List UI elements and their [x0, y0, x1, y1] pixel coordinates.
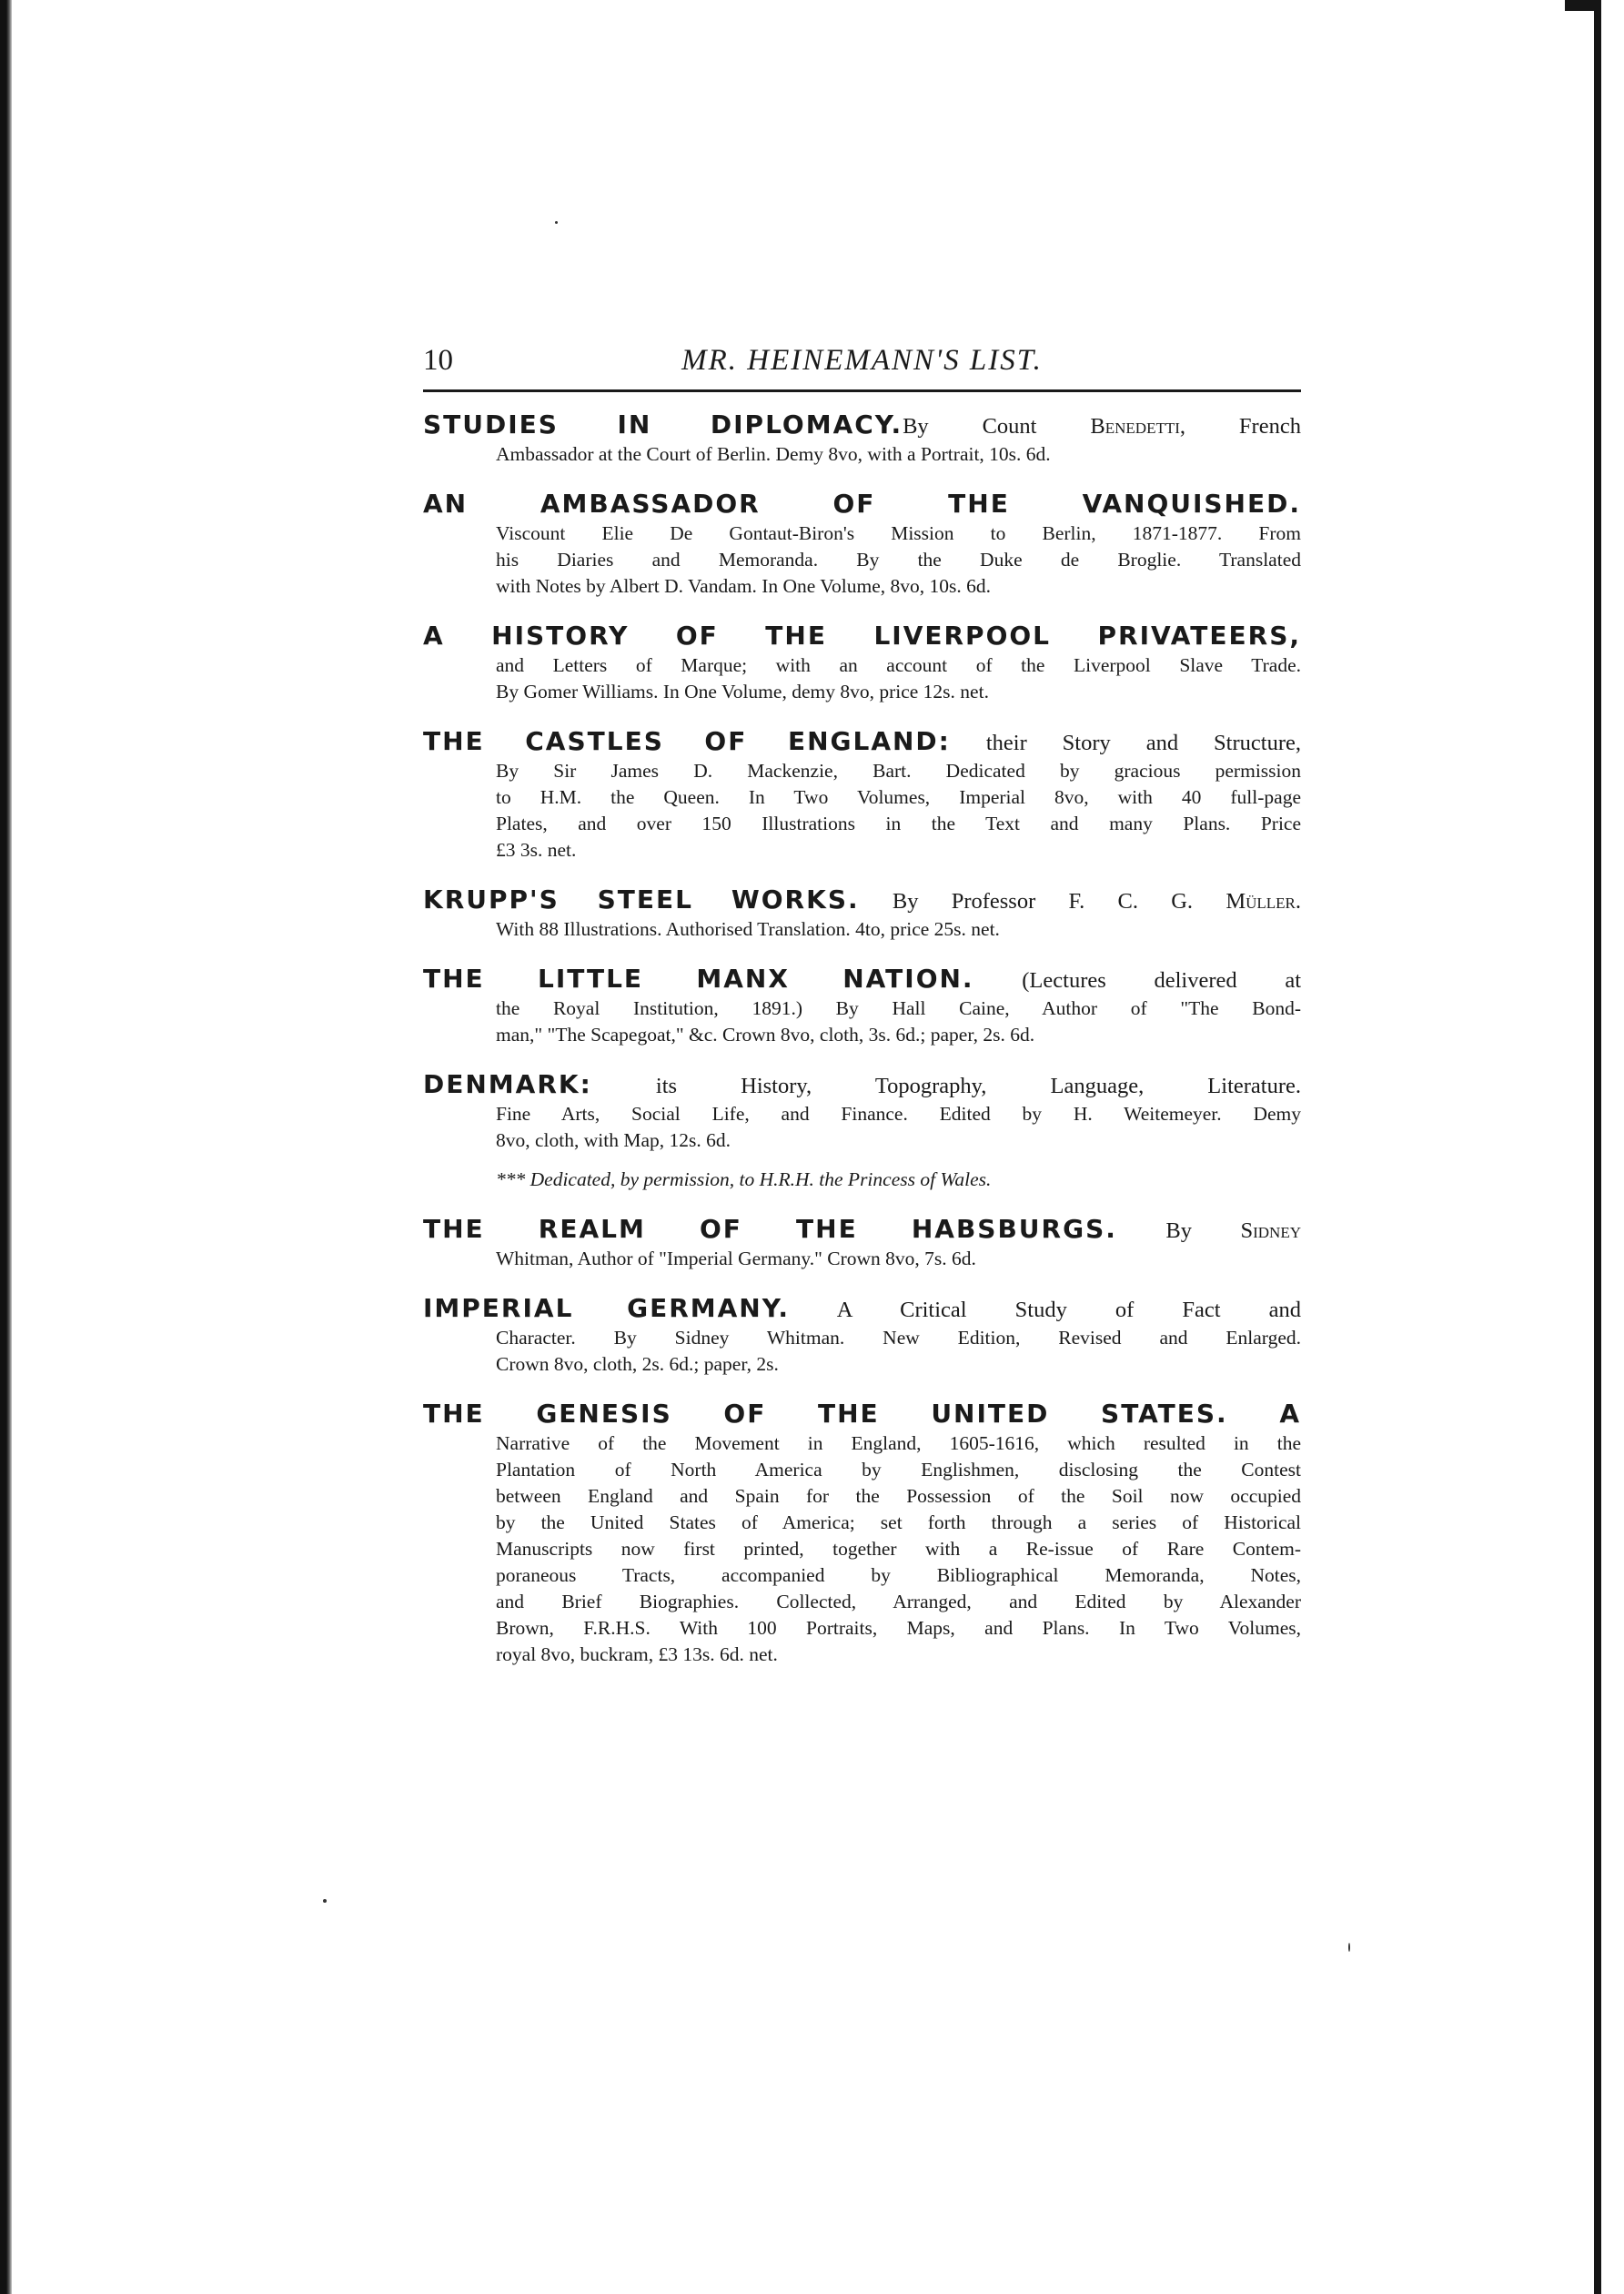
- entry-first-line: [423, 1070, 1301, 1101]
- description-line: Crown 8vo, cloth, 2s. 6d.; paper, 2s.: [496, 1353, 779, 1375]
- entry-lead-text: By Professor F. C. G.: [859, 889, 1226, 914]
- entry-lead-text: , French: [1179, 414, 1301, 439]
- book-description: [496, 652, 1301, 705]
- entry-lead-text: By: [1116, 1218, 1241, 1243]
- book-title: THE CASTLES OF ENGLAND:: [423, 726, 951, 756]
- book-list: [423, 410, 1301, 1668]
- description-line: £3 3s. net.: [496, 839, 577, 861]
- description-line: Manuscripts now first printed, together with a Re-issue of Rare Contem-: [496, 1538, 1301, 1560]
- book-entry: [423, 727, 1301, 864]
- book-description: [496, 441, 1301, 468]
- description-line: Viscount Elie De Gontaut-Biron's Mission to Berlin, 1871-1877. From: [496, 522, 1301, 544]
- book-description: [496, 1101, 1301, 1154]
- description-line: Brown, F.R.H.S. With 100 Portraits, Maps, and Plans. In Two Volumes,: [496, 1617, 1301, 1639]
- entry-lead-text: By Count: [903, 414, 1091, 439]
- book-entry: [423, 1070, 1301, 1193]
- description-line: between England and Spain for the Possession of the Soil now occupied: [496, 1485, 1301, 1507]
- description-line: Narrative of the Movement in England, 1605-1616, which resulted in the: [496, 1432, 1301, 1454]
- description-line: Plates, and over 150 Illustrations in the Text and many Plans. Price: [496, 813, 1301, 834]
- book-title: THE LITTLE MANX NATION.: [423, 964, 974, 994]
- entry-first-line: [423, 727, 1301, 758]
- description-line: Character. By Sidney Whitman. New Edition, Revised and Enlarged.: [496, 1327, 1301, 1349]
- description-line: With 88 Illustrations. Authorised Translation. 4to, price 25s. net.: [496, 918, 1000, 940]
- book-entry: [423, 622, 1301, 705]
- entry-first-line: [423, 410, 1301, 441]
- book-title: DENMARK:: [423, 1069, 592, 1099]
- scan-left-edge: [0, 0, 12, 2294]
- running-title: MR. HEINEMANN'S LIST.: [681, 344, 1043, 377]
- scan-speck: [1348, 1943, 1350, 1952]
- book-title: STUDIES IN DIPLOMACY.: [423, 409, 903, 440]
- description-line: man," "The Scapegoat," &c. Crown 8vo, cloth, 3s. 6d.; paper, 2s. 6d.: [496, 1024, 1035, 1046]
- entry-lead-text: .: [1295, 889, 1301, 914]
- book-entry: [423, 410, 1301, 468]
- book-title: A HISTORY OF THE LIVERPOOL PRIVATEERS,: [423, 621, 1301, 651]
- description-line: with Notes by Albert D. Vandam. In One Volume, 8vo, 10s. 6d.: [496, 575, 992, 597]
- entry-first-line: [423, 1294, 1301, 1325]
- header-rule: [423, 389, 1301, 392]
- book-entry: [423, 1400, 1301, 1668]
- entry-lead-text: its History, Topography, Language, Literature.: [591, 1074, 1301, 1098]
- scan-right-edge-top: [1565, 0, 1601, 11]
- page-number: 10: [423, 344, 453, 377]
- author-name: Müller: [1226, 889, 1296, 914]
- entry-first-line: [423, 622, 1301, 652]
- book-description: [496, 1246, 1301, 1272]
- book-description: [496, 995, 1301, 1048]
- book-description: [496, 916, 1301, 943]
- entry-lead-text: A Critical Study of Fact and: [790, 1298, 1301, 1322]
- entry-first-line: [423, 965, 1301, 995]
- entry-first-line: [423, 885, 1301, 916]
- description-line: to H.M. the Queen. In Two Volumes, Imperial 8vo, with 40 full-page: [496, 786, 1301, 808]
- description-line: Fine Arts, Social Life, and Finance. Edited by H. Weitemeyer. Demy: [496, 1103, 1301, 1125]
- book-entry: [423, 885, 1301, 943]
- description-line: and Letters of Marque; with an account of the Liverpool Slave Trade.: [496, 654, 1301, 676]
- description-line: Whitman, Author of "Imperial Germany." Crown 8vo, 7s. 6d.: [496, 1248, 976, 1269]
- book-title: AN AMBASSADOR OF THE VANQUISHED.: [423, 489, 1301, 519]
- book-description: [496, 1325, 1301, 1378]
- description-line: By Gomer Williams. In One Volume, demy 8vo, price 12s. net.: [496, 681, 989, 702]
- dedication-note: *** Dedicated, by permission, to H.R.H. the Princess of Wales.: [496, 1168, 992, 1190]
- description-line: the Royal Institution, 1891.) By Hall Caine, Author of "The Bond-: [496, 997, 1301, 1019]
- book-entry: [423, 965, 1301, 1048]
- entry-lead-text: their Story and Structure,: [950, 731, 1301, 755]
- book-description: [496, 520, 1301, 600]
- book-title: KRUPP'S STEEL WORKS.: [423, 884, 860, 915]
- description-line: by the United States of America; set forth through a series of Historical: [496, 1511, 1301, 1533]
- description-line: 8vo, cloth, with Map, 12s. 6d.: [496, 1129, 731, 1151]
- entry-lead-text: (Lectures delivered at: [973, 968, 1301, 993]
- description-line: Plantation of North America by Englishmen, disclosing the Contest: [496, 1459, 1301, 1480]
- catalogue-page: [423, 344, 1301, 1690]
- scan-speck: [555, 221, 558, 224]
- book-entry: [423, 1215, 1301, 1272]
- description-line: By Sir James D. Mackenzie, Bart. Dedicated by gracious permission: [496, 760, 1301, 782]
- entry-first-line: [423, 490, 1301, 520]
- book-entry: [423, 1294, 1301, 1378]
- book-description: [496, 758, 1301, 864]
- description-line: royal 8vo, buckram, £3 13s. 6d. net.: [496, 1643, 778, 1665]
- book-title: IMPERIAL GERMANY.: [423, 1293, 791, 1323]
- book-entry: [423, 490, 1301, 600]
- entry-first-line: [423, 1215, 1301, 1246]
- book-title: THE GENESIS OF THE UNITED STATES. A: [423, 1399, 1301, 1429]
- book-description: [496, 1430, 1301, 1668]
- running-head: [423, 344, 1301, 389]
- description-line: poraneous Tracts, accompanied by Bibliographical Memoranda, Notes,: [496, 1564, 1301, 1586]
- author-name: Sidney: [1240, 1218, 1301, 1243]
- author-name: Benedetti: [1090, 414, 1180, 439]
- scan-speck: [323, 1899, 327, 1903]
- description-line: Ambassador at the Court of Berlin. Demy 8vo, with a Portrait, 10s. 6d.: [496, 443, 1051, 465]
- entry-first-line: [423, 1400, 1301, 1430]
- description-line: and Brief Biographies. Collected, Arranged, and Edited by Alexander: [496, 1591, 1301, 1612]
- description-line: his Diaries and Memoranda. By the Duke de Broglie. Translated: [496, 549, 1301, 571]
- scan-right-edge: [1594, 0, 1601, 2294]
- book-title: THE REALM OF THE HABSBURGS.: [423, 1214, 1117, 1244]
